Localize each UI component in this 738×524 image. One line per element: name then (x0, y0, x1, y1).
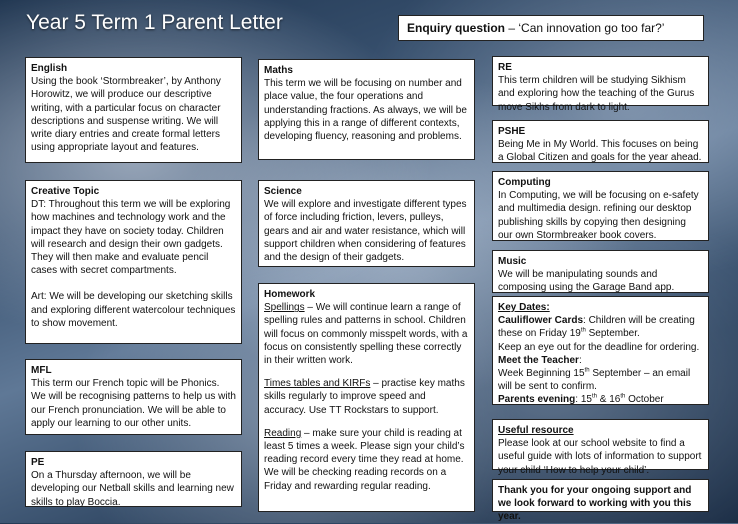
key-dates-parents (498, 393, 703, 406)
creative-heading: Creative Topic (31, 186, 100, 197)
mfl-heading: MFL (31, 365, 52, 376)
homework-heading: Homework (264, 289, 316, 300)
pshe-heading: PSHE (498, 126, 526, 137)
mfl-body: This term our French topic will be Phonics. We will be recognising patterns to help us with our French pronunciation. We will be able to apply our learning to our other units. (31, 378, 236, 429)
english-heading: English (31, 63, 68, 74)
meet-label: Meet the Teacher (498, 354, 579, 366)
homework-spellings (264, 301, 469, 367)
english-box (25, 57, 242, 163)
re-heading: RE (498, 62, 512, 73)
key-dates-heading: Key Dates: (498, 302, 550, 313)
parents-text-a: : 15 (575, 394, 592, 406)
enquiry-question (398, 15, 704, 41)
homework-reading (264, 427, 469, 493)
parents-label: Parents evening (498, 394, 576, 406)
pshe-body: Being Me in My World. This focuses on being a Global Citizen and goals for the year ahead. (498, 139, 702, 164)
music-heading: Music (498, 256, 527, 267)
enquiry-label: Enquiry question (407, 21, 506, 35)
maths-body: This term we will be focusing on number and place value, the four operations and understanding fractions. As always, we will be applying this in a range of different contexts, developing fluency, reasoning and problems. (264, 78, 467, 143)
parents-text-c: October (625, 394, 664, 406)
pe-heading: PE (31, 457, 45, 468)
times-text: – practise key maths skills regularly to improve speed and accuracy. Use TT Rockstars to support. (264, 378, 465, 416)
reading-label: Reading (264, 427, 302, 439)
computing-box (492, 171, 709, 241)
useful-resource-box (492, 419, 709, 476)
cauliflower-label: Cauliflower Cards (498, 315, 584, 327)
homework-box (258, 283, 475, 512)
maths-box (258, 59, 475, 160)
homework-times-tables (264, 377, 469, 417)
music-body: We will be manipulating sounds and composing using the Garage Band app. (498, 269, 675, 294)
maths-heading: Maths (264, 65, 293, 76)
creative-art: Art: We will be developing our sketching skills and exploring different watercolour techniques to show movement. (31, 291, 236, 329)
english-body: Using the book ‘Stormbreaker’, by Anthony Horowitz, we will produce our descriptive writing, with a particular focus on character descriptions and suspense writing. We will write diary entries and create formal letters using appropriate layout and features. (31, 76, 221, 154)
re-box (492, 56, 709, 113)
useful-heading: Useful resource (498, 425, 574, 436)
thanks-box (492, 479, 709, 523)
page-title: Year 5 Term 1 Parent Letter (26, 11, 283, 34)
mfl-box (25, 359, 242, 435)
science-heading: Science (264, 186, 302, 197)
creative-dt: DT: Throughout this term we will be exploring how machines and technology work and the impact they have on society today. Children will research and design their own gadgets. They will then make and evaluate pencil cases with secret compartments. (31, 199, 231, 277)
cauliflower-text: : Children will be creating these on Friday 19 (498, 315, 695, 340)
times-label: Times tables and KIRFs (264, 378, 371, 390)
meet-sup: th (584, 367, 590, 374)
key-dates-reminder: Keep an eye out for the deadline for ordering. (498, 341, 700, 353)
computing-heading: Computing (498, 177, 551, 188)
pshe-box (492, 120, 709, 163)
enquiry-text: – ‘Can innovation go too far?’ (505, 21, 665, 35)
key-dates-meet (498, 354, 703, 367)
parents-sup-b: th (620, 394, 626, 401)
science-body: We will explore and investigate different types of force including friction, levers, pulleys, gears and air and water resistance, which will support children when considering of features and the design of their gadgets. (264, 199, 467, 264)
spellings-text: – We will continue learn a range of spelling rules and patterns in school. Children will focus on commonly misspelt words, with a focus on consistently spelling these correctly in their written work. (264, 302, 468, 367)
creative-topic-box (25, 180, 242, 344)
pe-body: On a Thursday afternoon, we will be developing our Netball skills and learning new skills to play Boccia. (31, 470, 234, 508)
meet-text: Week Beginning 15 (498, 368, 585, 380)
cauliflower-text-end: September. (585, 328, 640, 340)
pe-box (25, 451, 242, 507)
science-box (258, 180, 475, 267)
key-dates-cauliflower (498, 314, 703, 340)
meet-colon: : (578, 354, 582, 366)
re-body: This term children will be studying Sikhism and exploring how the teaching of the Gurus move Sikhs from dark to light. (498, 75, 695, 113)
useful-body: Please look at our school website to find a useful guide with lots of information to support your child ‘How to help your child’. (498, 438, 702, 476)
parents-text-b: & 16 (596, 394, 621, 406)
reading-text: – make sure your child is reading at least 5 times a week. Please sign your child’s reading record every time they read at home. We will be checking reading records on a Friday and rewarding regular reading. (264, 427, 465, 492)
key-dates-box (492, 296, 709, 405)
parents-sup-a: th (591, 394, 597, 401)
meet-text-end: September – an email will be sent to confirm. (498, 368, 691, 393)
cauliflower-sup: th (580, 328, 586, 335)
key-dates-meet-detail (498, 367, 703, 393)
computing-body: In Computing, we will be focusing on e-safety and multimedia design. refining our desktop publishing skills by copying then designing our own Stormbreaker book covers. (498, 190, 699, 241)
thanks-text: Thank you for your ongoing support and we look forward to working with you this year. (498, 485, 692, 523)
music-box (492, 250, 709, 293)
spellings-label: Spellings (264, 302, 305, 314)
